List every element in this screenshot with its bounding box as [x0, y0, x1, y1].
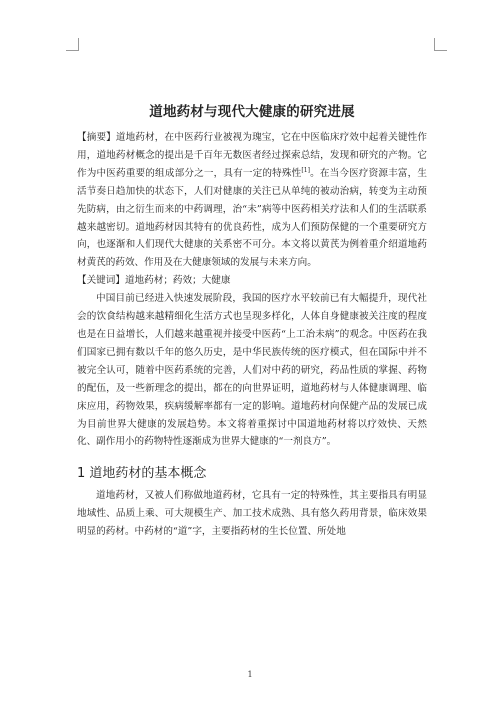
abstract-text-part2: 。在当今医疗资源丰富，生活节奏日趋加快的状态下，人们对健康的关注已从单纯的被动治病，转变为主动预先防病，由之衍生而来的中药调理，治“未”病等中医药相关疗法和人们的生活联系越来越密切。道地药材因其特有的优良药性，成为人们预防保健的一个重要研究方向，也逐渐和人们现代大健康的关系密不可分。本文将以黄芪为例着重介绍道地药材黄芪的药效、作用及在大健康领域的发展与未来方向。 — [77, 167, 428, 269]
keywords-label: 【关键词】 — [77, 275, 125, 287]
page-number: 1 — [247, 670, 253, 679]
keywords-text: 道地药材；药效；大健康 — [124, 275, 231, 287]
abstract-text-part1: 道地药材，在中医药行业被视为瑰宝，它在中医临床疗效中起着关键性作用，道地药材概念的提出是千百年无数医者经过探索总结，发现和研究的产物。它作为中医药重要的组成部分之一，具有一定的特殊性 — [77, 132, 428, 179]
document-title: 道地药材与现代大健康的研究进展 — [149, 104, 355, 120]
abstract-label: 【摘要】 — [77, 132, 116, 143]
intro-paragraph: 中国目前已经进入快速发展阶段，我国的医疗水平较前已有大幅提升，现代社会的饮食结构越来越精细化生活方式也呈现多样化，人体自身健康被关注度的程度也是在日益增长，人们越来越重视并接受中医药“上工治未病”的观念。中医药在我们国家已拥有数以千年的悠久历史，是中华民族传统的医疗模式，但在国际中并不被完全认可，随着中医药系统的完善，人们对中药的研究，药品性质的掌握、药物的配伍，及一些新理念的提出，都在的向世界证明，道地药材与人体健康调理、临床应用，药物效果，疾病缓解率都有一定的影响。道地药材向保健产品的发展已成为目前世界大健康的发展趋势。本文将着重探讨中国道地药材将以疗效快、天然化、副作用小的药物特性逐渐成为世界大健康的“一剂良方”。 — [77, 293, 427, 448]
section-1-paragraph: 道地药材，又被人们称做地道药材，它具有一定的特殊性，其主要指具有明显地域性、品质上乘、可大规模生产、加工技术成熟、具有悠久药用背景，临床效果明显的药材。中药材的“道”字，主要指药材的生长位置、所处地 — [77, 490, 427, 538]
crop-mark-top-left — [66, 38, 79, 51]
crop-mark-top-right — [434, 38, 447, 51]
citation-ref: [1] — [301, 166, 310, 174]
keywords-paragraph — [77, 272, 427, 290]
section-1-heading: 1 道地药材的基本概念 — [77, 466, 207, 482]
document-content — [77, 100, 427, 541]
abstract-paragraph — [77, 129, 427, 272]
